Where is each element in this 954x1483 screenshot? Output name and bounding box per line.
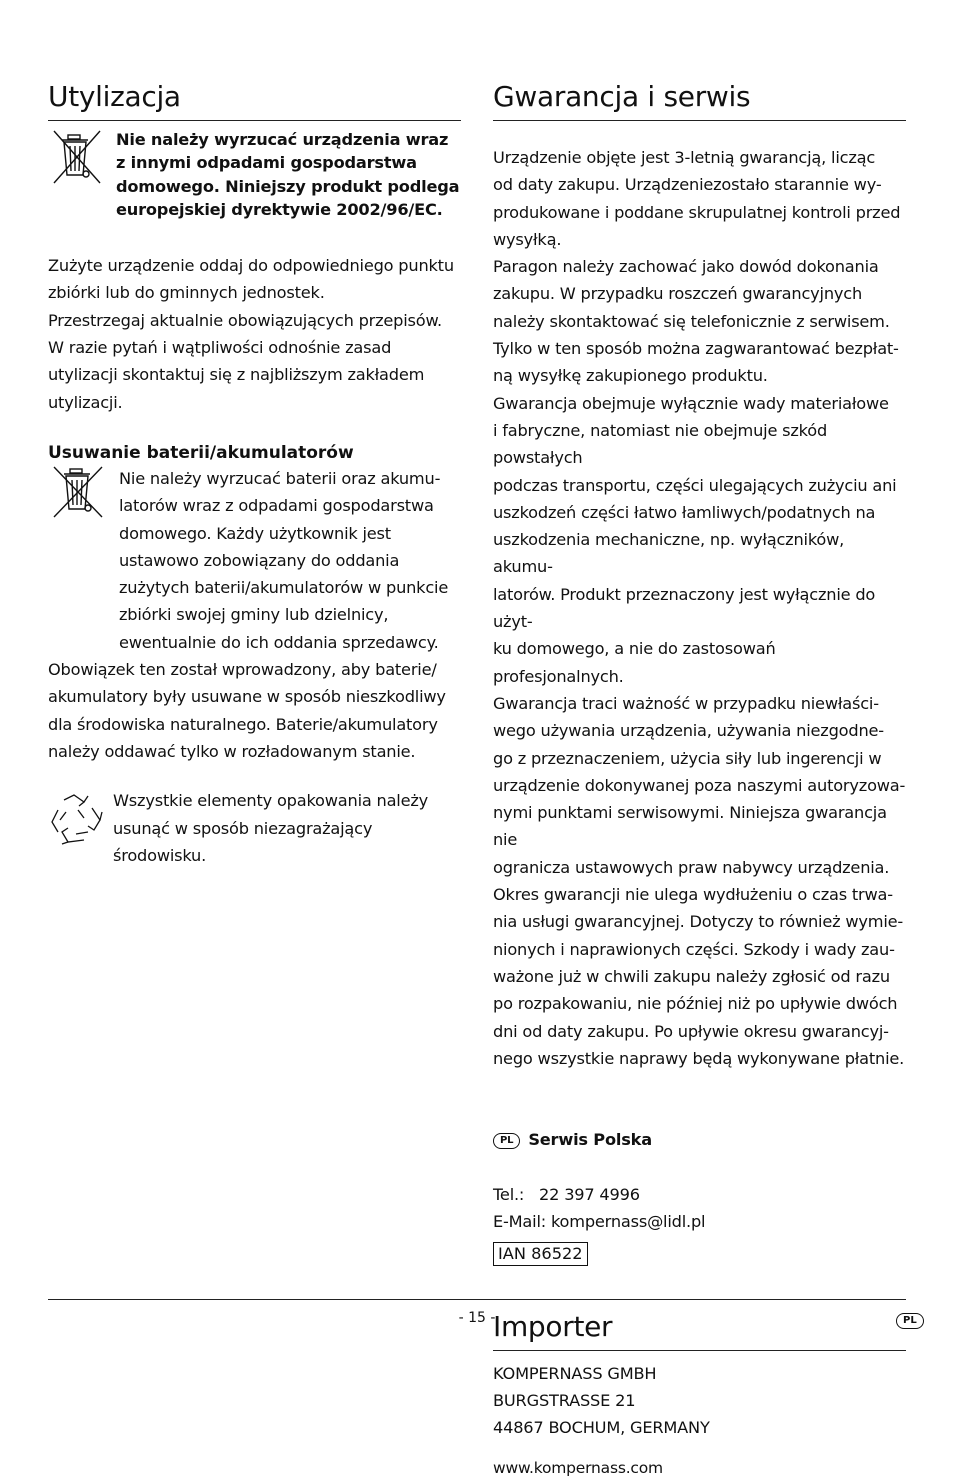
footer-divider <box>48 1299 906 1300</box>
packaging-note <box>48 792 461 869</box>
utylizacja-section <box>48 78 461 869</box>
recycling-icon <box>48 792 104 846</box>
gwarancja-title: Gwarancja i serwis <box>493 78 906 121</box>
tel-value: 22 397 4996 <box>539 1184 640 1204</box>
battery-note-text: Nie należy wyrzucać baterii oraz akumu- latorów wraz z odpadami gospodarstwa domowego. Każdy użytkownik jest ustawowo zobowiązany do oddania zużytych baterii/akumulatorów w punkcie zbiórki swojej gminy lub dzielnicy, ewentualnie do ich oddania sprzedawcy. <box>119 468 449 652</box>
country-badge: PL <box>493 1133 520 1149</box>
importer-website: www.kompernass.com <box>493 1459 663 1478</box>
battery-paragraph: Obowiązek ten został wprowadzony, aby baterie/ akumulatory były usuwane w sposób nieszkodliwy dla środowiska naturalnego. Baterie/akumulatory należy oddawać tylko w rozładowanym stanie. <box>48 660 446 761</box>
service-contact <box>493 1099 906 1265</box>
gwarancja-section <box>493 78 906 1483</box>
weee-bold-note: Nie należy wyrzucać urządzenia wraz z innymi odpadami gospodarstwa domowego. Niniejszy produkt podlega europejskiej dyrektywie 2002/96/EC. <box>116 130 460 219</box>
utylizacja-paragraph: Zużyte urządzenie oddaj do odpowiedniego punktu zbiórki lub do gminnych jednostek. Przestrzegaj aktualnie obowiązujących przepisów. W razie pytań i wątpliwości odnośnie zasad utylizacji skontaktuj się z najbliższym zakładem utylizacji. <box>48 256 454 412</box>
ian-number: IAN 86522 <box>493 1242 588 1266</box>
crossed-battery-bin-icon <box>48 465 104 521</box>
weee-note <box>48 129 461 221</box>
page-number: - 15 - <box>458 1310 496 1326</box>
tel-label: Tel.: <box>493 1184 525 1204</box>
service-email: E-Mail: kompernass@lidl.pl <box>493 1212 706 1232</box>
utylizacja-title: Utylizacja <box>48 78 461 121</box>
crossed-bin-icon <box>48 129 104 187</box>
footer-language-badge: PL <box>896 1313 924 1329</box>
service-phone <box>493 1154 906 1209</box>
battery-heading: Usuwanie baterii/akumulatorów <box>48 442 354 463</box>
gwarancja-body: Urządzenie objęte jest 3-letnią gwarancją, licząc od daty zakupu. Urządzeniezostało starannie wy- produkowane i poddane skrupulatnej kontroli przed wysyłką. Paragon należy zachować jako dowód dokonania zakupu. W przypadku roszczeń gwarancyjnych należy skontaktować się telefonicznie z serwisem. Tylko w ten sposób można zagwarantować bezpłat- ną wysyłkę zakupionego produktu. Gwarancja obejmuje wyłącznie wady materiałowe i fabryczne, natomiast nie obejmuje szkód powstałych podczas transportu, części ulegających zużyciu ani uszkodzeń części łatwo łamliwych/podatnych na uszkodzenia mechaniczne, np. wyłączników, akumu- latorów. Produkt przeznaczony jest wyłącznie do użyt- ku domowego, a nie do zastosowań profesjonalnych. Gwarancja traci ważność w przypadku niewłaści- wego używania urządzenia, używania niezgodne- go z przeznaczeniem, użycia siły lub ingerencji w urządzenie dokonywanej poza naszymi autoryzowa- nymi punktami serwisowymi. Niniejsza gwarancja nie ogranicza ustawowych praw nabywcy urządzenia. Okres gwarancji nie ulega wydłużeniu o czas trwa- nia usługi gwarancyjnej. Dotyczy to również wymie- nionych i naprawionych części. Szkody i wady zau- ważone już w chwili zakupu należy zgłosić od razu po rozpakowaniu, nie później niż po upływie dwóch dni od daty zakupu. Po upływie okresu gwarancyj- nego wszystkie naprawy będą wykonywane płatnie. <box>493 148 906 1068</box>
service-name: Serwis Polska <box>528 1130 652 1150</box>
packaging-note-text: Wszystkie elementy opakowania należy usunąć w sposób niezagrażający środowisku. <box>113 791 429 865</box>
importer-address: KOMPERNASS GMBH BURGSTRASSE 21 44867 BOCHUM, GERMANY <box>493 1363 710 1438</box>
service-heading <box>493 1099 906 1154</box>
battery-note <box>48 465 461 656</box>
importer-title: Importer <box>493 1308 906 1351</box>
